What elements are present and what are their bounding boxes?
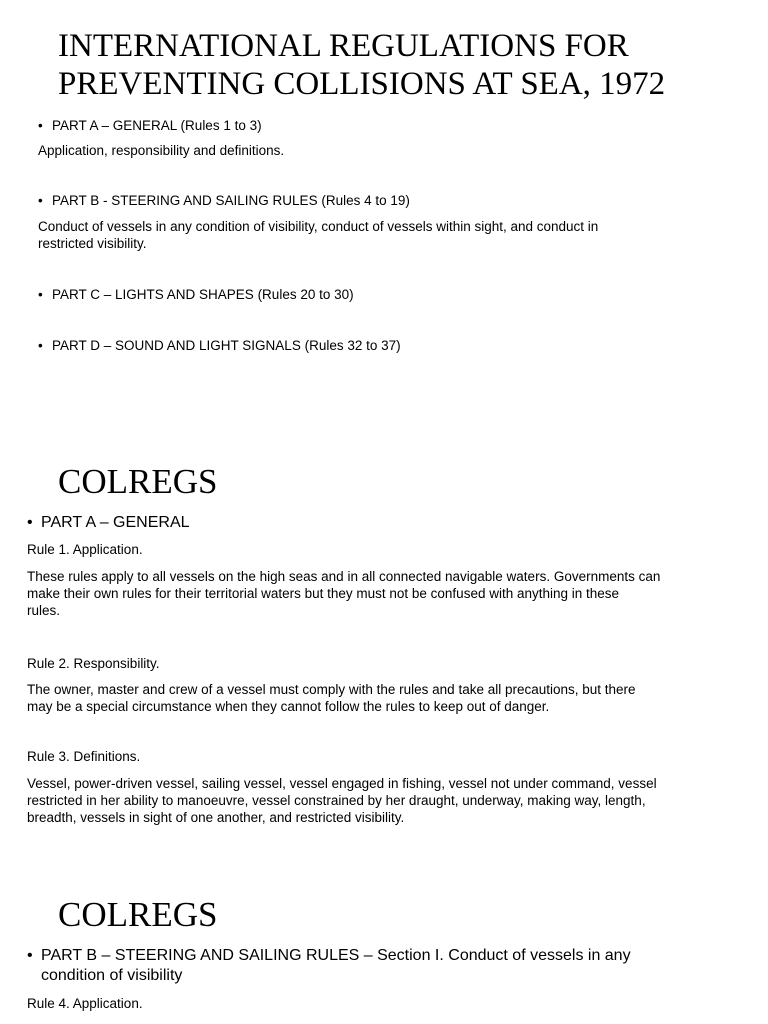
part-b-steering-bullet bbox=[27, 946, 631, 986]
bullet-marker: • bbox=[38, 118, 43, 133]
rule-1-line-3: rules. bbox=[27, 603, 61, 618]
part-d-label: PART D – SOUND AND LIGHT SIGNALS (Rules 32 to 37) bbox=[52, 338, 401, 353]
part-b-bullet bbox=[38, 192, 410, 209]
part-b-description bbox=[38, 218, 598, 252]
rule-1-line-2: make their own rules for their territorial waters but they must not be confused with anything in these bbox=[27, 586, 620, 601]
rule-4-title: Rule 4. Application. bbox=[27, 996, 143, 1011]
rule-1-title: Rule 1. Application. bbox=[27, 542, 143, 557]
part-a-general-label: PART A – GENERAL bbox=[41, 514, 190, 531]
rule-3-text bbox=[27, 775, 657, 826]
part-b-description-line-1: Conduct of vessels in any condition of visibility, conduct of vessels within sight, and conduct in bbox=[38, 219, 599, 234]
bullet-marker: • bbox=[27, 514, 33, 531]
rule-2-line-1: The owner, master and crew of a vessel must comply with the rules and take all precautions, but there bbox=[27, 682, 636, 697]
rule-1-line-1: These rules apply to all vessels on the high seas and in all connected navigable waters. Governments can bbox=[27, 569, 661, 584]
title-line-2: PREVENTING COLLISIONS AT SEA, 1972 bbox=[58, 66, 666, 102]
rule-2-title: Rule 2. Responsibility. bbox=[27, 656, 160, 671]
part-c-label: PART C – LIGHTS AND SHAPES (Rules 20 to 30) bbox=[52, 287, 354, 302]
rule-2-line-2: may be a special circumstance when they cannot follow the rules to keep out of danger. bbox=[27, 699, 550, 714]
part-b-label: PART B - STEERING AND SAILING RULES (Rules 4 to 19) bbox=[52, 193, 410, 208]
bullet-marker: • bbox=[38, 287, 43, 302]
part-a-label: PART A – GENERAL (Rules 1 to 3) bbox=[52, 118, 262, 133]
rule-3-line-2: restricted in her ability to manoeuvre, vessel constrained by her draught, underway, making way, length, bbox=[27, 793, 646, 808]
slide-2-heading: COLREGS bbox=[58, 462, 218, 501]
rule-3-line-1: Vessel, power-driven vessel, sailing vessel, vessel engaged in fishing, vessel not under command, vessel bbox=[27, 776, 657, 791]
rule-3-line-3: breadth, vessels in sight of one another, and restricted visibility. bbox=[27, 810, 405, 825]
rule-2-text bbox=[27, 681, 636, 715]
bullet-marker: • bbox=[38, 193, 43, 208]
title-line-1: INTERNATIONAL REGULATIONS FOR bbox=[58, 28, 629, 64]
part-a-general-bullet bbox=[27, 513, 190, 533]
part-b-description-line-2: restricted visibility. bbox=[38, 236, 147, 251]
part-b-steering-line-2: condition of visibility bbox=[41, 967, 183, 984]
part-d-bullet bbox=[38, 337, 401, 354]
slide-1-title bbox=[58, 27, 665, 103]
part-b-steering-line-1: PART B – STEERING AND SAILING RULES – Section I. Conduct of vessels in any bbox=[41, 947, 631, 964]
part-a-bullet bbox=[38, 117, 262, 134]
rule-1-text bbox=[27, 568, 660, 619]
part-b-steering-label bbox=[41, 946, 631, 986]
bullet-marker: • bbox=[38, 338, 43, 353]
slide-3-heading: COLREGS bbox=[58, 895, 218, 934]
bullet-marker: • bbox=[27, 947, 33, 964]
rule-3-title: Rule 3. Definitions. bbox=[27, 749, 141, 764]
part-a-description: Application, responsibility and definitions. bbox=[38, 143, 285, 158]
part-c-bullet bbox=[38, 286, 354, 303]
